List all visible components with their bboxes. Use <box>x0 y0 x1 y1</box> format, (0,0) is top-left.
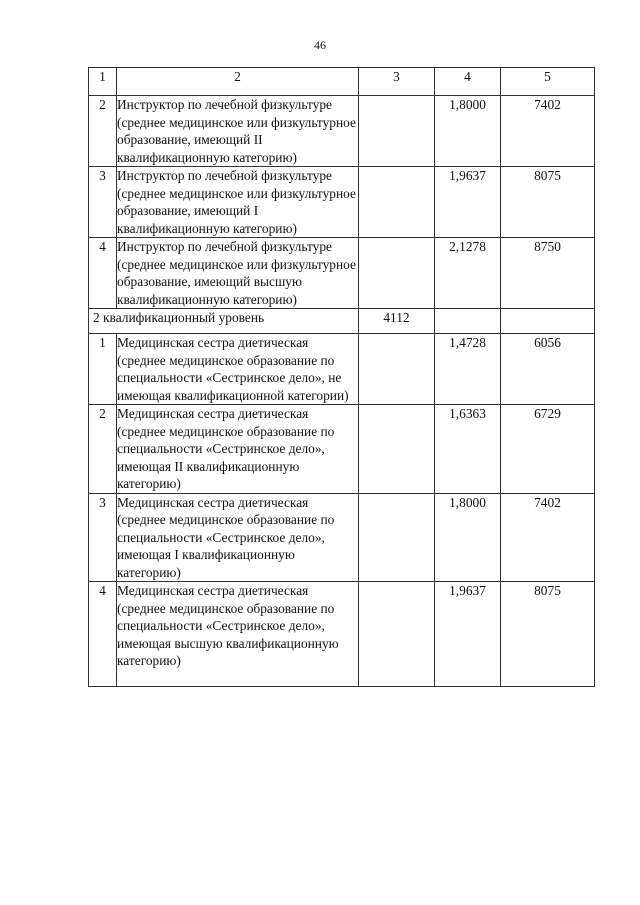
salary: 6729 <box>501 405 595 494</box>
empty-cell <box>435 309 501 334</box>
row-number: 2 <box>89 405 117 494</box>
group-code <box>359 405 435 494</box>
group-code <box>359 334 435 405</box>
salary: 7402 <box>501 493 595 582</box>
header-cell-3: 3 <box>359 68 435 96</box>
group-code <box>359 582 435 687</box>
position-title: Медицинская сестра диетическая (среднее медицинское образование по специальности «Сестринское дело», имеющая высшую квалификационную категорию) <box>117 582 359 687</box>
header-cell-1: 1 <box>89 68 117 96</box>
group-code <box>359 493 435 582</box>
position-title: Инструктор по лечебной физкультуре (среднее медицинское или физкультурное образование, имеющий высшую квалификационную категорию) <box>117 238 359 309</box>
qualification-level-code: 4112 <box>359 309 435 334</box>
row-number: 3 <box>89 167 117 238</box>
coefficient: 2,1278 <box>435 238 501 309</box>
table-row <box>89 493 595 582</box>
table-header-row <box>89 68 595 96</box>
coefficient: 1,8000 <box>435 96 501 167</box>
group-code <box>359 238 435 309</box>
position-title: Медицинская сестра диетическая (среднее медицинское образование по специальности «Сестринское дело», имеющая I квалификационную категорию) <box>117 493 359 582</box>
table-row <box>89 334 595 405</box>
empty-cell <box>501 309 595 334</box>
row-number: 2 <box>89 96 117 167</box>
group-code <box>359 167 435 238</box>
position-title: Инструктор по лечебной физкультуре (среднее медицинское или физкультурное образование, имеющий I квалификационную категорию) <box>117 167 359 238</box>
coefficient: 1,4728 <box>435 334 501 405</box>
row-number: 3 <box>89 493 117 582</box>
coefficient: 1,8000 <box>435 493 501 582</box>
salary: 7402 <box>501 96 595 167</box>
header-cell-4: 4 <box>435 68 501 96</box>
row-number: 1 <box>89 334 117 405</box>
position-title: Инструктор по лечебной физкультуре (среднее медицинское или физкультурное образование, имеющий II квалификационную категорию) <box>117 96 359 167</box>
page-number: 46 <box>314 38 326 52</box>
coefficient: 1,6363 <box>435 405 501 494</box>
salary: 6056 <box>501 334 595 405</box>
tariff-table <box>88 67 595 687</box>
position-title: Медицинская сестра диетическая (среднее медицинское образование по специальности «Сестринское дело», имеющая II квалификационную категорию) <box>117 405 359 494</box>
salary: 8075 <box>501 167 595 238</box>
table-row <box>89 167 595 238</box>
header-cell-2: 2 <box>117 68 359 96</box>
table-row <box>89 582 595 687</box>
coefficient: 1,9637 <box>435 167 501 238</box>
salary: 8075 <box>501 582 595 687</box>
header-cell-5: 5 <box>501 68 595 96</box>
group-code <box>359 96 435 167</box>
table-row <box>89 405 595 494</box>
salary: 8750 <box>501 238 595 309</box>
coefficient: 1,9637 <box>435 582 501 687</box>
row-number: 4 <box>89 582 117 687</box>
table-row <box>89 96 595 167</box>
table-row <box>89 238 595 309</box>
row-number: 4 <box>89 238 117 309</box>
position-title: Медицинская сестра диетическая (среднее медицинское образование по специальности «Сестринское дело», не имеющая квалификационной категории) <box>117 334 359 405</box>
qualification-level-row <box>89 309 595 334</box>
qualification-level-label: 2 квалификационный уровень <box>89 309 359 334</box>
